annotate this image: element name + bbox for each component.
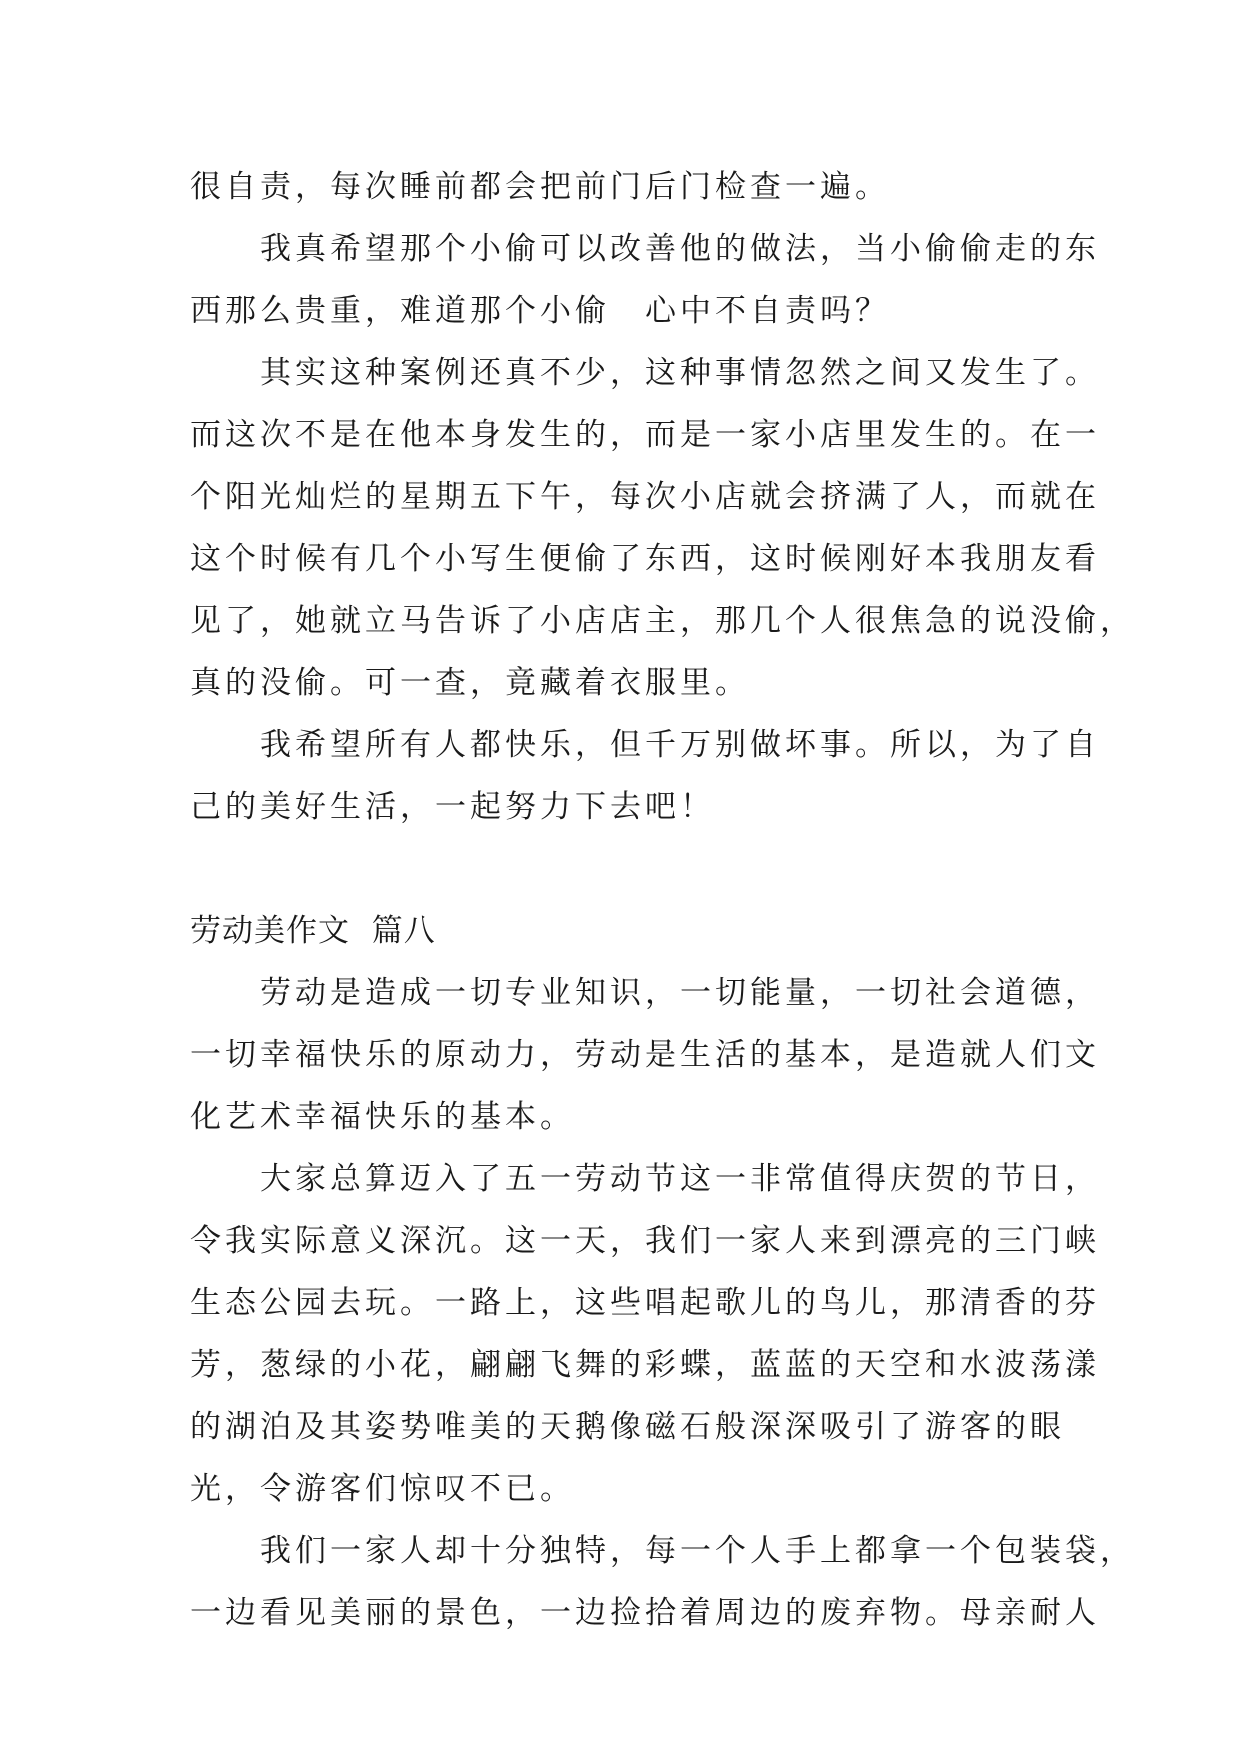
section-spacer xyxy=(190,838,1060,900)
text-line: 见了，她就立马告诉了小店店主，那几个人很焦急的说没偷， xyxy=(190,603,1135,639)
text-line: 我真希望那个小偷可以改善他的做法，当小偷偷走的东 xyxy=(190,231,1100,267)
text-line: 己的美好生活，一起努力下去吧！ xyxy=(190,789,715,825)
text-line: 光，令游客们惊叹不已。 xyxy=(190,1471,575,1507)
text-line: 这个时候有几个小写生便偷了东西，这时候刚好本我朋友看 xyxy=(190,541,1100,577)
text-line: 一边看见美丽的景色，一边捡拾着周边的废弃物。母亲耐人 xyxy=(190,1595,1100,1631)
text-line: 真的没偷。可一查，竟藏着衣服里。 xyxy=(190,665,750,701)
text-line: 化艺术幸福快乐的基本。 xyxy=(190,1099,575,1135)
text-line: 芳，葱绿的小花，翩翩飞舞的彩蝶，蓝蓝的天空和水波荡漾 xyxy=(190,1347,1100,1383)
text-line: 我希望所有人都快乐，但千万别做坏事。所以，为了自 xyxy=(190,727,1100,763)
section-previous-essay-ending xyxy=(190,156,1135,838)
text-line: 大家总算迈入了五一劳动节这一非常值得庆贺的节日， xyxy=(190,1161,1100,1197)
section-essay-eight xyxy=(190,900,1135,1644)
text-line: 个阳光灿烂的星期五下午，每次小店就会挤满了人，而就在 xyxy=(190,479,1100,515)
text-line: 我们一家人却十分独特，每一个人手上都拿一个包装袋， xyxy=(190,1533,1135,1569)
text-line: 西那么贵重，难道那个小偷 心中不自责吗？ xyxy=(190,293,890,329)
text-line: 劳动是造成一切专业知识，一切能量，一切社会道德， xyxy=(190,975,1100,1011)
document-body xyxy=(190,156,1135,1644)
text-line: 的湖泊及其姿势唯美的天鹅像磁石般深深吸引了游客的眼 xyxy=(190,1409,1065,1445)
text-line: 其实这种案例还真不少，这种事情忽然之间又发生了。 xyxy=(190,355,1100,391)
text-line: 一切幸福快乐的原动力，劳动是生活的基本，是造就人们文 xyxy=(190,1037,1100,1073)
section-heading: 劳动美作文 篇八 xyxy=(190,913,436,949)
text-line: 令我实际意义深沉。这一天，我们一家人来到漂亮的三门峡 xyxy=(190,1223,1100,1259)
text-line: 生态公园去玩。一路上，这些唱起歌儿的鸟儿，那清香的芬 xyxy=(190,1285,1100,1321)
text-line: 而这次不是在他本身发生的，而是一家小店里发生的。在一 xyxy=(190,417,1100,453)
text-line: 很自责，每次睡前都会把前门后门检查一遍。 xyxy=(190,169,890,205)
